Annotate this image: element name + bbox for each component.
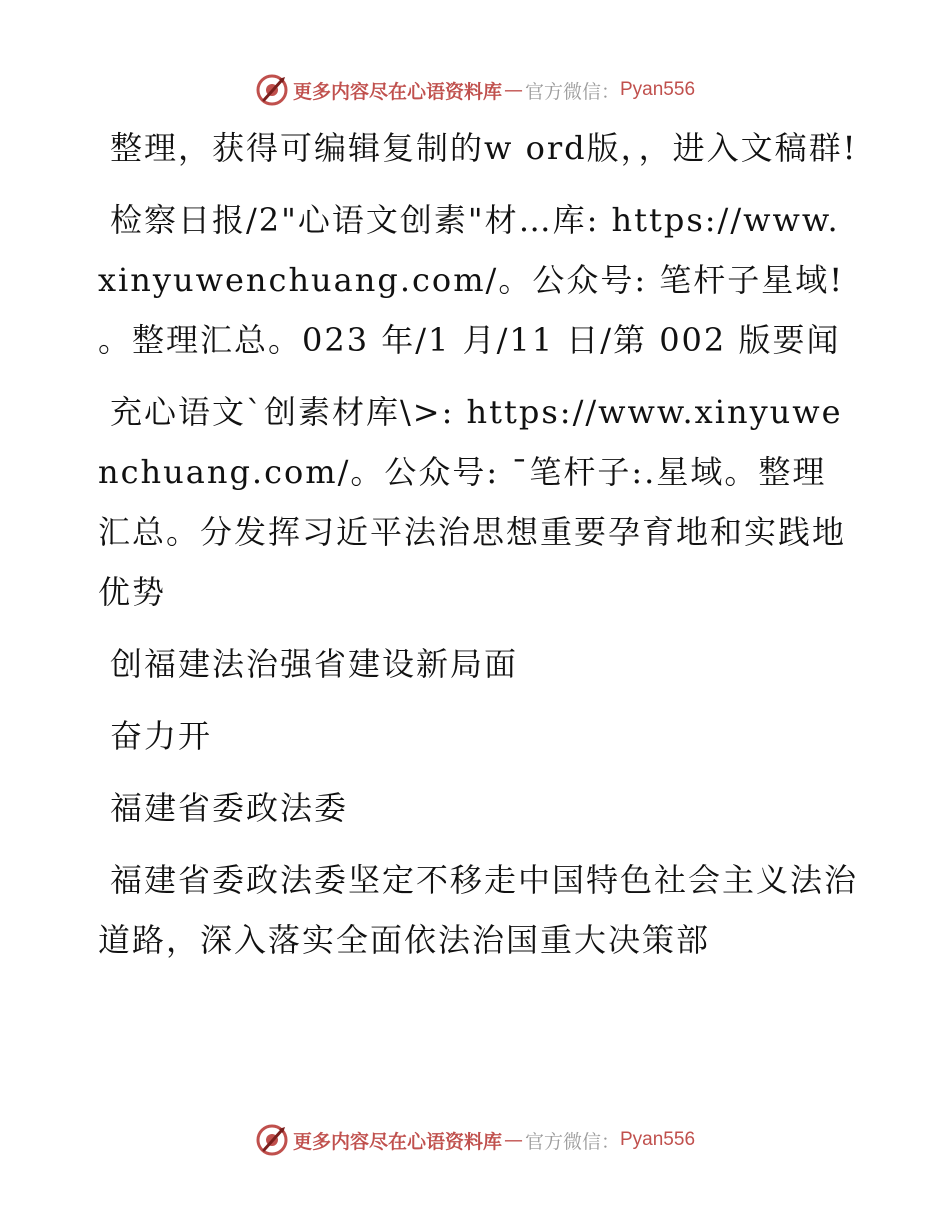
banner-account: Pyan556 [620, 1129, 696, 1150]
footer-banner [0, 1120, 950, 1160]
paragraph: 创福建法治强省建设新局面 [110, 645, 519, 683]
banner-brand: 更多内容尽在心语资料库 [292, 80, 502, 103]
paragraph: 福建省委政法委坚定不移走中国特色社会主义法治道路，深入落实全面依法治国重大决策部 [98, 861, 859, 959]
banner-label: 官方微信： [524, 80, 620, 103]
document-body [98, 118, 858, 970]
paragraph: 充心语文ˋ创素材库\>: https://www.xinyuwenchuang.com/。公众号: ¯笔杆子:.星域。整理汇总。分发挥习近平法治思想重要孕育地和实践地优势 [98, 393, 847, 611]
banner-separator: — [503, 79, 523, 101]
paragraph: 福建省委政法委 [110, 789, 349, 827]
paragraph: 整理，获得可编辑复制的w ord版，，进入文稿群! [110, 129, 858, 167]
header-banner [0, 70, 950, 110]
banner-account: Pyan556 [620, 79, 696, 100]
paragraph: 奋力开 [110, 717, 213, 755]
brand-logo-icon [255, 1123, 289, 1157]
banner-label: 官方微信： [524, 1130, 620, 1153]
banner-brand: 更多内容尽在心语资料库 [292, 1130, 502, 1153]
banner-separator: — [503, 1129, 523, 1151]
paragraph: 检察日报/2"心语文创素"材…库: https://www.xinyuwenchuang.com/。公众号: 笔杆子星域! 。整理汇总。023 年/1 月/11 日/第 002 版要闻 [98, 201, 845, 359]
brand-logo-icon [255, 73, 289, 107]
